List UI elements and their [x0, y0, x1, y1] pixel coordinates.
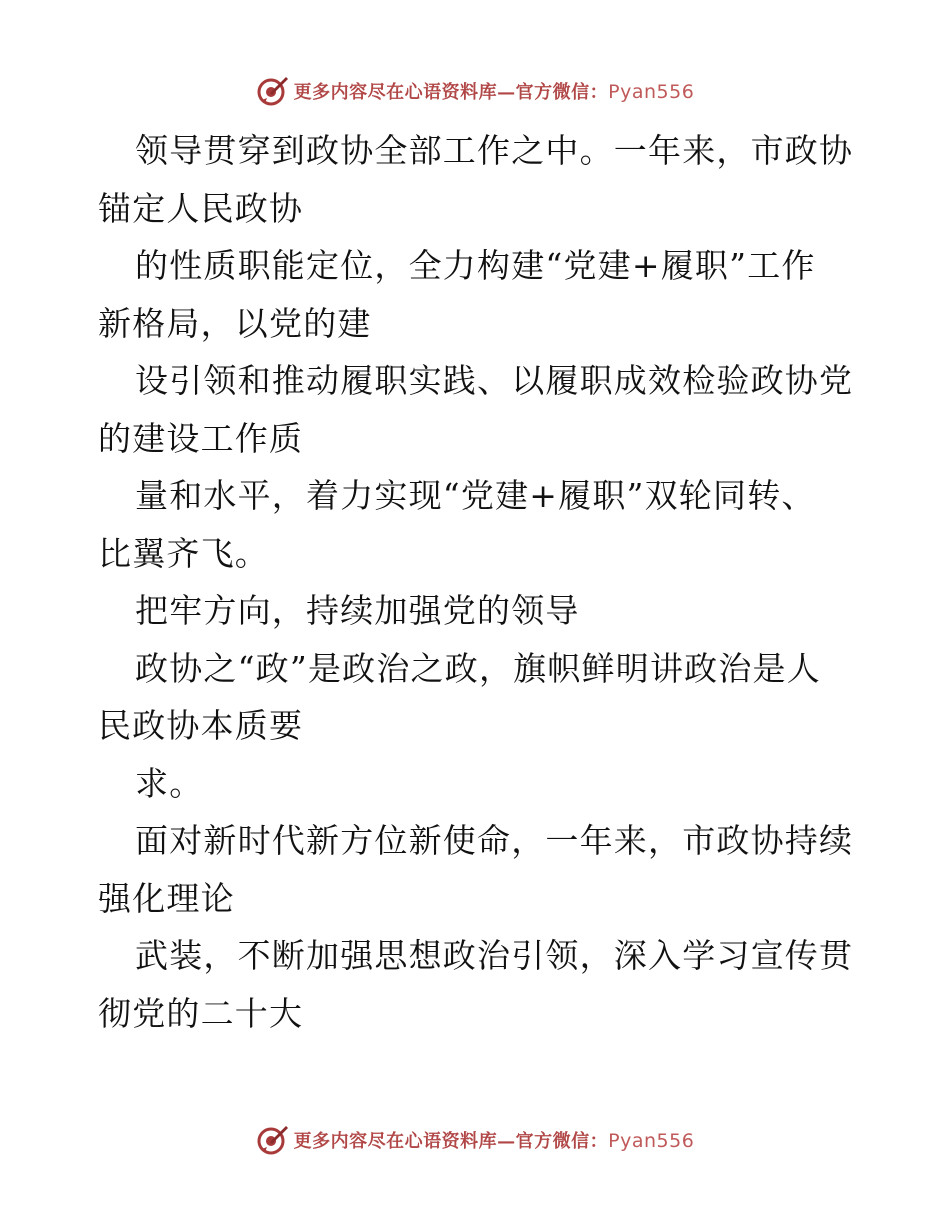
body-line: 把牢方向，持续加强党的领导	[135, 591, 580, 630]
footer-watermark	[0, 1120, 950, 1160]
body-line: 政协之“政”是政治之政，旗帜鲜明讲政治是人	[135, 648, 821, 688]
watermark-id: Pyan556	[608, 81, 695, 103]
header-watermark	[0, 71, 950, 111]
watermark-dash: —	[497, 82, 516, 103]
pen-nib-circle-icon	[256, 74, 290, 108]
body-line: 设引领和推动履职实践、以履职成效检验政协党	[135, 361, 854, 400]
body-line: 领导贯穿到政协全部工作之中。一年来，市政协	[135, 131, 854, 170]
watermark-dash: —	[497, 1131, 516, 1152]
watermark-text	[294, 1127, 695, 1153]
watermark-label: 官方微信：	[515, 82, 609, 103]
body-line: 民政协本质要	[98, 706, 304, 745]
watermark-main: 更多内容尽在心语资料库	[293, 1131, 498, 1152]
watermark-label: 官方微信：	[515, 1131, 609, 1152]
body-line: 面对新时代新方位新使命，一年来，市政协持续	[135, 821, 854, 860]
watermark-text	[294, 78, 695, 104]
watermark-main: 更多内容尽在心语资料库	[293, 82, 498, 103]
body-line: 强化理论	[98, 878, 235, 918]
watermark-id: Pyan556	[608, 1130, 695, 1152]
body-line: 彻党的二十大	[98, 993, 304, 1033]
pen-nib-circle-icon	[256, 1123, 290, 1157]
body-line: 量和水平，着力实现“党建+履职”双轮同转、	[135, 476, 816, 515]
body-line: 的性质职能定位，全力构建“党建+履职”工作	[135, 246, 816, 285]
body-line: 武装，不断加强思想政治引领，深入学习宣传贯	[135, 936, 854, 975]
body-line: 新格局，以党的建	[98, 303, 372, 343]
body-line: 锚定人民政协	[98, 188, 304, 228]
document-body	[98, 122, 858, 1042]
body-line: 求。	[135, 763, 204, 803]
body-line: 的建设工作质	[98, 418, 304, 458]
body-line: 比翼齐飞。	[98, 533, 269, 573]
